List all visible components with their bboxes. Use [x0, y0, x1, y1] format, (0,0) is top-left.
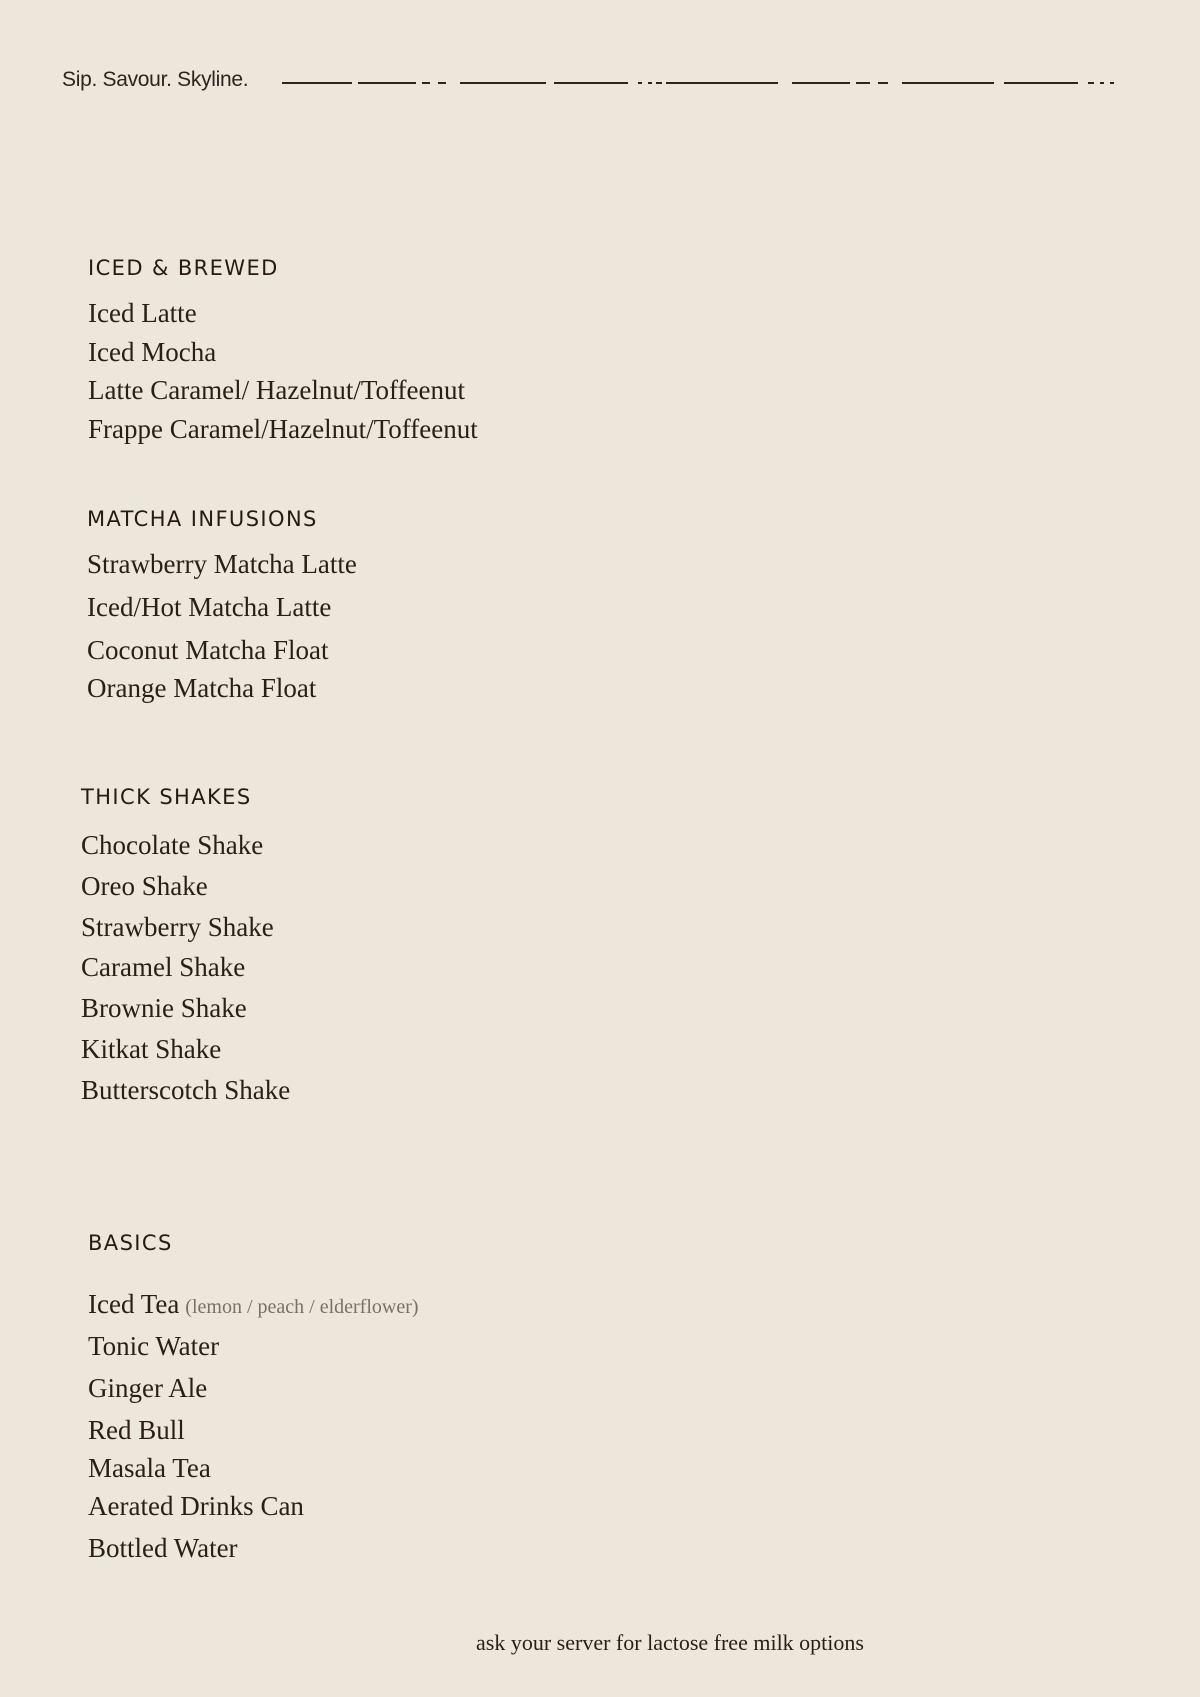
- section-matcha-infusions: [87, 507, 787, 707]
- menu-item: Iced/Hot Matcha Latte: [87, 592, 332, 622]
- menu-item: Caramel Shake: [81, 952, 246, 982]
- menu-item: Bottled Water: [88, 1533, 238, 1563]
- footer-note: ask your server for lactose free milk options: [476, 1630, 864, 1655]
- menu-item: Butterscotch Shake: [81, 1075, 291, 1105]
- header: [62, 68, 1140, 98]
- menu-item: Frappe Caramel/Hazelnut/Toffeenut: [88, 414, 478, 444]
- menu-item: Oreo Shake: [81, 871, 208, 901]
- menu-item: Latte Caramel/ Hazelnut/Toffeenut: [88, 375, 465, 405]
- section-iced-brewed: [88, 256, 788, 456]
- menu-item: Orange Matcha Float: [87, 673, 317, 703]
- section-title: THICK SHAKES: [81, 785, 252, 809]
- menu-item: Coconut Matcha Float: [87, 635, 329, 665]
- menu-item: Chocolate Shake: [81, 830, 264, 860]
- decorative-dashed-rule: [282, 82, 1196, 86]
- menu-item: Ginger Ale: [88, 1373, 208, 1403]
- menu-item: Strawberry Shake: [81, 912, 274, 942]
- menu-item: Aerated Drinks Can: [88, 1491, 304, 1521]
- menu-item: Brownie Shake: [81, 993, 247, 1023]
- menu-item: Strawberry Matcha Latte: [87, 549, 357, 579]
- menu-item: Iced Tea: [88, 1289, 180, 1319]
- menu-item-note: (lemon / peach / elderflower): [185, 1296, 419, 1318]
- menu-item: Tonic Water: [88, 1331, 220, 1361]
- section-thick-shakes: [81, 785, 781, 1115]
- menu-item: Red Bull: [88, 1415, 185, 1445]
- section-title: ICED & BREWED: [88, 256, 279, 280]
- tagline: Sip. Savour. Skyline.: [62, 68, 249, 91]
- menu-item: Kitkat Shake: [81, 1034, 222, 1064]
- menu-item: Iced Mocha: [88, 337, 217, 367]
- menu-item: Masala Tea: [88, 1453, 211, 1483]
- section-title: BASICS: [88, 1231, 173, 1255]
- menu-item: Iced Latte: [88, 298, 197, 328]
- menu-item-iced-tea: [88, 1289, 419, 1320]
- section-title: MATCHA INFUSIONS: [87, 507, 318, 531]
- section-basics: [88, 1231, 788, 1571]
